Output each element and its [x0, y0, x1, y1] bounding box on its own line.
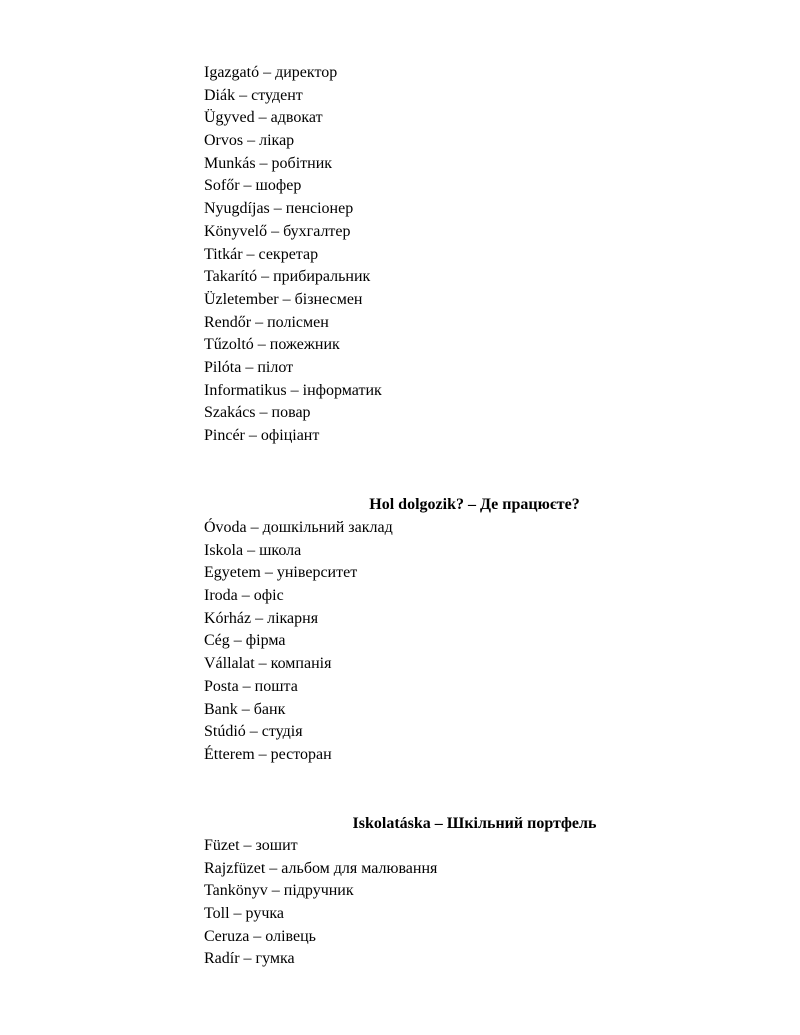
list-item: Iroda – офіс: [204, 587, 284, 605]
list-item: Stúdió – студія: [204, 723, 303, 741]
workplaces-heading: Hol dolgozik? – Де працюєте?: [369, 496, 580, 513]
list-item: Pilóta – пілот: [204, 358, 294, 376]
workplaces-list: [204, 517, 393, 767]
list-item: Ceruza – олівець: [204, 927, 316, 945]
list-item: Rendőr – полісмен: [204, 313, 329, 331]
list-item: Egyetem – університет: [204, 564, 358, 582]
list-item: Füzet – зошит: [204, 837, 298, 854]
list-item: Orvos – лікар: [204, 132, 295, 150]
list-item: Étterem – ресторан: [204, 745, 332, 763]
list-item: Üzletember – бізнесмен: [204, 290, 363, 308]
list-item: Diák – студент: [204, 86, 303, 104]
list-item: Óvoda – дошкільний заклад: [204, 519, 393, 536]
list-item: Iskola – школа: [204, 541, 302, 559]
list-item: Ügyved – адвокат: [204, 109, 323, 127]
list-item: Posta – пошта: [204, 677, 298, 695]
list-item: Titkár – секретар: [204, 245, 319, 263]
list-item: Munkás – робітник: [204, 154, 333, 172]
list-item: Tankönyv – підручник: [204, 882, 354, 900]
list-item: Toll – ручка: [204, 905, 285, 923]
list-item: Igazgató – директор: [204, 64, 338, 81]
list-item: Vállalat – компанія: [204, 655, 332, 673]
list-item: Szakács – повар: [204, 404, 311, 422]
schoolbag-heading: Iskolatáska – Шкільний портфель: [352, 815, 597, 832]
list-item: Tűzoltó – пожежник: [204, 336, 340, 354]
list-item: Radír – гумка: [204, 950, 295, 968]
list-item: Cég – фірма: [204, 632, 286, 650]
list-item: Nyugdíjas – пенсіонер: [204, 200, 354, 218]
list-item: Sofőr – шофер: [204, 177, 302, 195]
list-item: Bank – банк: [204, 700, 286, 718]
professions-list: [204, 62, 382, 448]
schoolbag-list: [204, 835, 437, 971]
list-item: Kórház – лікарня: [204, 609, 319, 627]
list-item: Pincér – офіціант: [204, 427, 320, 444]
list-item: Könyvelő – бухгалтер: [204, 222, 351, 240]
list-item: Rajzfüzet – альбом для малювання: [204, 859, 438, 877]
list-item: Takarító – прибиральник: [204, 268, 371, 286]
list-item: Informatikus – інформатик: [204, 381, 382, 399]
